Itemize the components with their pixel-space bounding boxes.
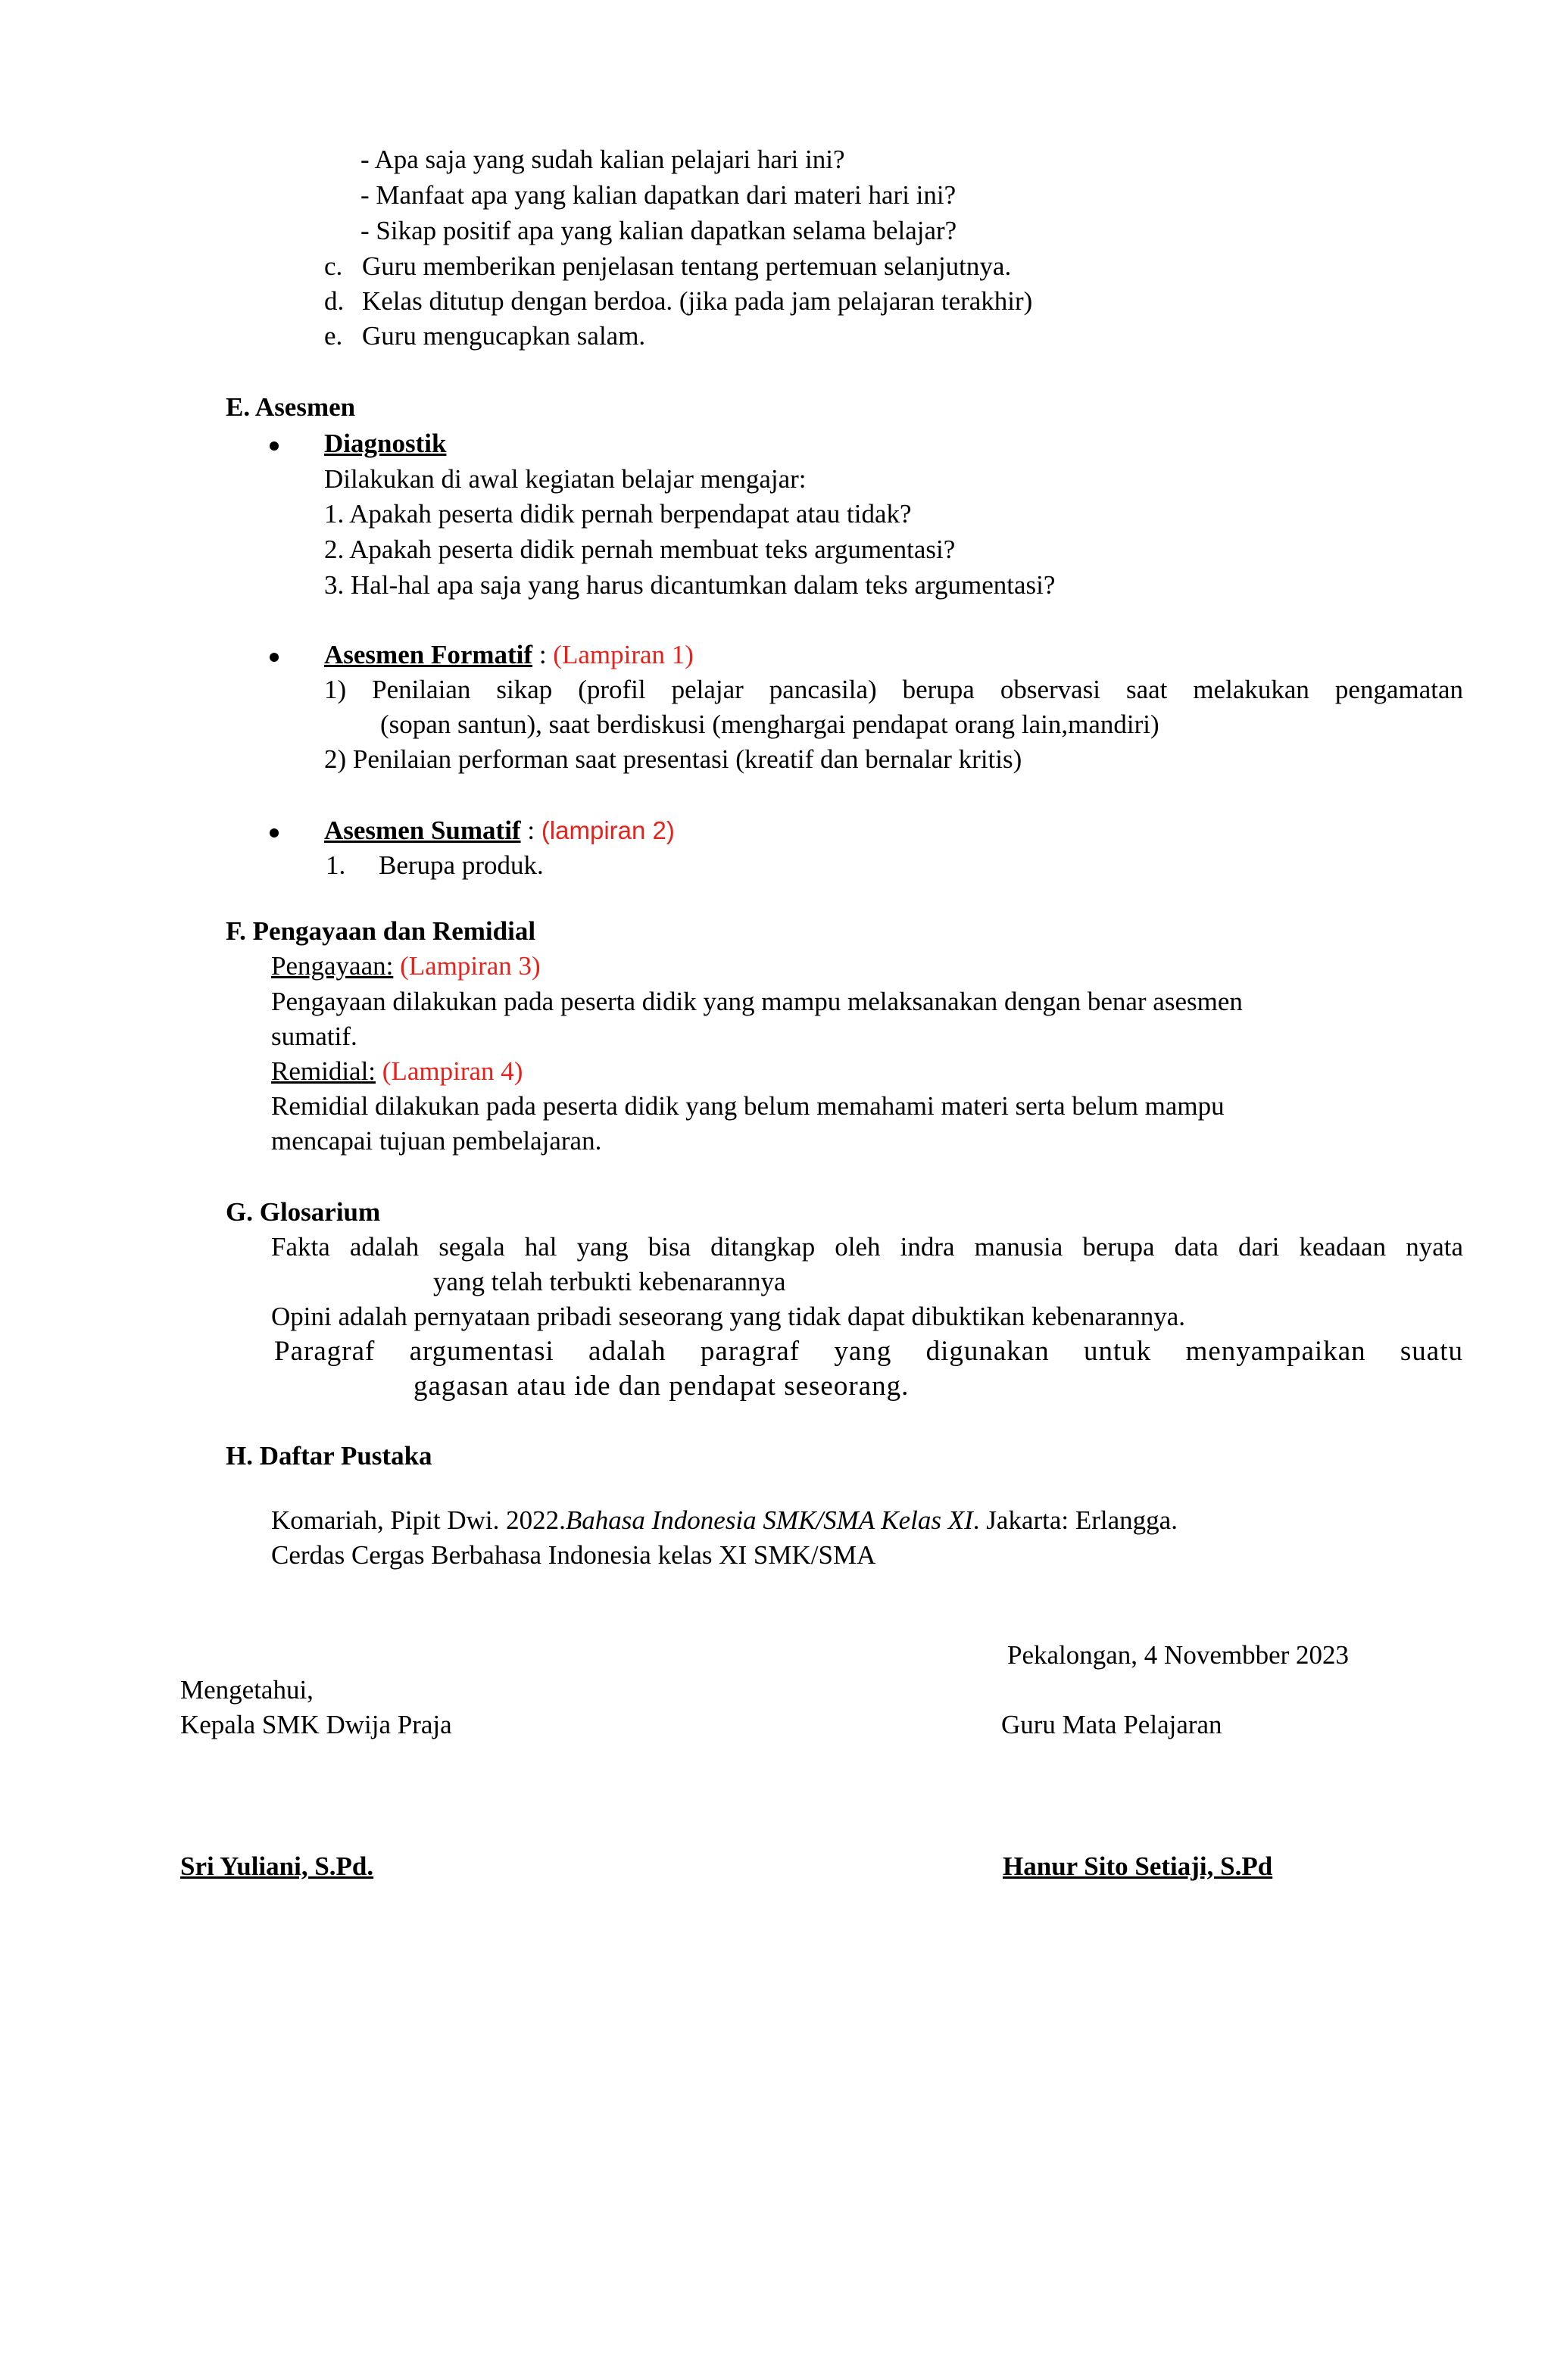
formatif-title: Asesmen Formatif <box>324 640 533 669</box>
section-g-heading: G. Glosarium <box>226 1197 381 1227</box>
glosarium-paragraf-line-1: Paragraf argumentasi adalah paragraf yang digunakan untuk menyampaikan suatu <box>274 1336 1463 1367</box>
reference-1 <box>271 1503 1178 1538</box>
diagnostik-item-2: 2. Apakah peserta didik pernah membuat teks argumentasi? <box>324 535 956 564</box>
formatif-separator: : <box>532 640 554 669</box>
glosarium-opini: Opini adalah pernyataan pribadi seseorang yang tidak dapat dibuktikan kebenarannya. <box>271 1302 1186 1331</box>
section-f-heading: F. Pengayaan dan Remidial <box>226 916 536 946</box>
sumatif-item-marker: 1. <box>326 850 346 880</box>
remidial-text-line-1: Remidial dilakukan pada peserta didik yang belum memahami materi serta belum mampu <box>271 1091 1225 1121</box>
diagnostik-item-1: 1. Apakah peserta didik pernah berpendapat atau tidak? <box>324 499 912 529</box>
bullet-icon <box>270 653 279 662</box>
list-item-c: Guru memberikan penjelasan tentang pertemuan selanjutnya. <box>362 251 1012 281</box>
bullet-icon <box>270 828 279 838</box>
section-e-heading: E. Asesmen <box>226 392 356 422</box>
reflection-question-2: - Manfaat apa yang kalian dapatkan dari materi hari ini? <box>360 180 957 210</box>
diagnostik-title: Diagnostik <box>324 429 447 458</box>
reference-1-publisher: . Jakarta: Erlangga. <box>972 1505 1178 1535</box>
list-marker-e: e. <box>324 321 343 351</box>
glosarium-fakta-line-2: yang telah terbukti kebenarannya <box>433 1267 786 1296</box>
formatif-heading-line <box>324 638 694 672</box>
diagnostik-item-3: 3. Hal-hal apa saja yang harus dicantumkan dalam teks argumentasi? <box>324 570 1056 600</box>
pengayaan-ref: (Lampiran 3) <box>393 951 541 981</box>
reflection-question-3: - Sikap positif apa yang kalian dapatkan selama belajar? <box>360 216 957 245</box>
right-signatory-label: Guru Mata Pelajaran <box>1001 1710 1222 1739</box>
right-signatory-name: Hanur Sito Setiaji, S.Pd <box>1003 1851 1273 1881</box>
glosarium-paragraf-line-2: gagasan atau ide dan pendapat seseorang. <box>413 1371 910 1402</box>
sumatif-ref: (lampiran 2) <box>541 816 675 844</box>
formatif-ref: (Lampiran 1) <box>553 640 694 669</box>
list-item-e: Guru mengucapkan salam. <box>362 321 646 351</box>
pengayaan-label: Pengayaan: <box>271 951 394 981</box>
sumatif-heading-line <box>324 813 675 848</box>
sumatif-item-text: Berupa produk. <box>379 850 544 880</box>
remidial-text-line-2: mencapai tujuan pembelajaran. <box>271 1126 602 1156</box>
pengayaan-label-line <box>271 949 541 984</box>
pengayaan-text-line-1: Pengayaan dilakukan pada peserta didik yang mampu melaksanakan dengan benar asesmen <box>271 987 1243 1016</box>
reference-1-title: Bahasa Indonesia SMK/SMA Kelas XI <box>565 1505 973 1535</box>
remidial-ref: (Lampiran 4) <box>376 1056 523 1086</box>
left-signatory-name: Sri Yuliani, S.Pd. <box>180 1851 374 1881</box>
list-marker-c: c. <box>324 251 343 281</box>
place-date: Pekalongan, 4 Novembber 2023 <box>1007 1640 1350 1670</box>
section-h-heading: H. Daftar Pustaka <box>226 1441 432 1471</box>
sumatif-title: Asesmen Sumatif <box>324 816 521 845</box>
reference-2: Cerdas Cergas Berbahasa Indonesia kelas XI SMK/SMA <box>271 1540 876 1570</box>
glosarium-fakta-line-1: Fakta adalah segala hal yang bisa ditangkap oleh indra manusia berupa data dari keadaan nyata <box>271 1232 1463 1262</box>
reflection-question-1: - Apa saja yang sudah kalian pelajari hari ini? <box>360 145 845 174</box>
list-item-d: Kelas ditutup dengan berdoa. (jika pada jam pelajaran terakhir) <box>362 286 1033 316</box>
remidial-label-line <box>271 1054 523 1089</box>
formatif-item-1-line-1: 1) Penilaian sikap (profil pelajar pancasila) berupa observasi saat melakukan pengamatan <box>324 675 1463 704</box>
bullet-icon <box>270 441 279 451</box>
formatif-item-1-line-2: (sopan santun), saat berdiskusi (menghargai pendapat orang lain,mandiri) <box>380 710 1159 739</box>
left-signatory-label-2: Kepala SMK Dwija Praja <box>180 1710 452 1739</box>
sumatif-separator: : <box>520 816 541 845</box>
reference-1-author: Komariah, Pipit Dwi. 2022. <box>271 1505 566 1535</box>
formatif-item-2: 2) Penilaian performan saat presentasi (kreatif dan bernalar kritis) <box>324 744 1022 774</box>
left-signatory-label-1: Mengetahui, <box>180 1675 314 1705</box>
pengayaan-text-line-2: sumatif. <box>271 1022 357 1051</box>
diagnostik-intro: Dilakukan di awal kegiatan belajar mengajar: <box>324 464 807 494</box>
list-marker-d: d. <box>324 286 345 316</box>
remidial-label: Remidial: <box>271 1056 376 1086</box>
